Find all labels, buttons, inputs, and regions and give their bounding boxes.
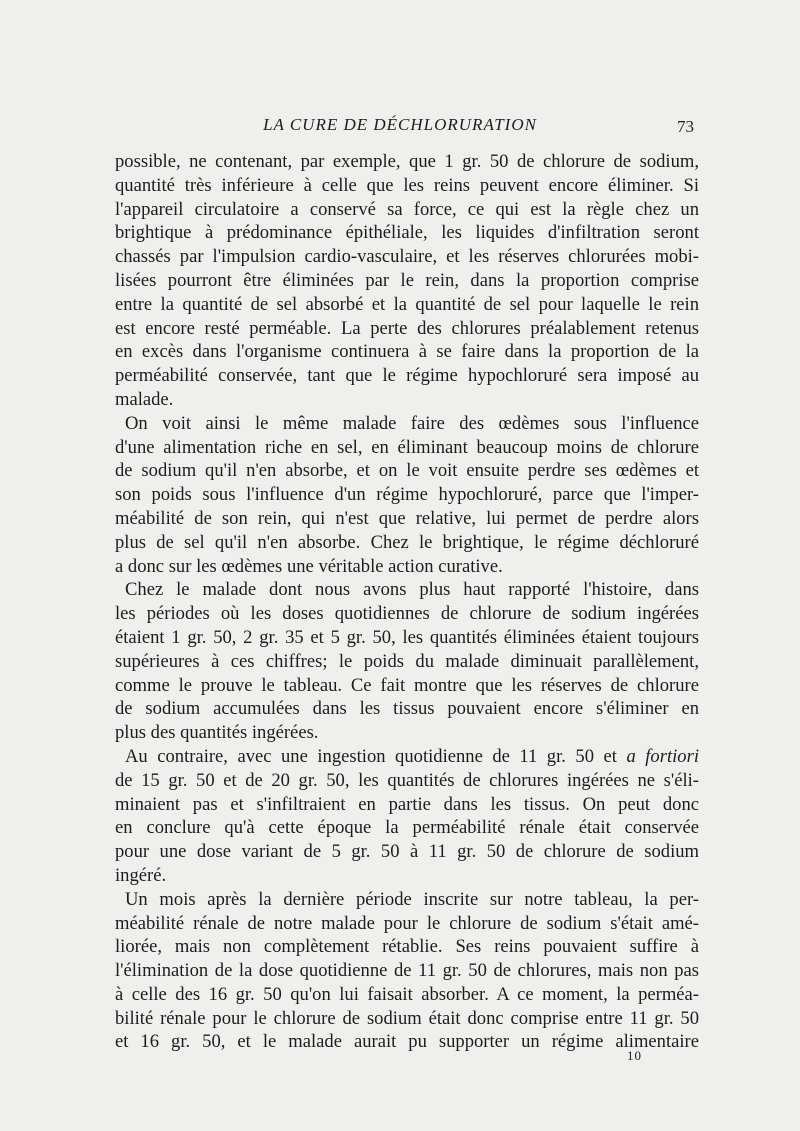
text-line: méabilité rénale de notre malade pour le chlorure de sodium s'était amé- <box>115 912 699 934</box>
text-line: lisées pourront être éliminées par le rein, dans la proportion comprise <box>115 269 699 291</box>
text-line: perméabilité conservée, tant que le régime hypochloruré sera imposé au <box>115 365 699 387</box>
text-line: en excès dans l'organisme continuera à se faire dans la proportion de la <box>115 341 699 363</box>
text-line: est encore resté perméable. La perte des chlorures préalablement retenus <box>115 317 699 339</box>
paragraph-3 <box>115 578 699 745</box>
text-line: possible, ne contenant, par exemple, que 1 gr. 50 de chlorure de sodium, <box>115 151 699 172</box>
text-line: ingéré. <box>115 864 167 886</box>
running-header-title: LA CURE DE DÉCHLORURATION <box>263 115 537 134</box>
text-line: malade. <box>115 388 174 410</box>
text-line: entre la quantité de sel absorbé et la quantité de sel pour laquelle le rein <box>115 293 699 315</box>
text-line: Chez le malade dont nous avons plus haut rapporté l'histoire, dans <box>125 579 699 601</box>
paragraph-5 <box>115 888 699 1055</box>
text-line: liorée, mais non complètement rétablie. Ses reins pouvaient suffire à <box>115 936 699 958</box>
text-line: l'appareil circulatoire a conservé sa force, ce qui est la règle chez un <box>115 198 699 220</box>
text-line: en conclure qu'à cette époque la perméabilité rénale était conservée <box>115 817 699 839</box>
text-fragment: Au contraire, avec une ingestion quotidienne de 11 gr. 50 et <box>125 745 627 767</box>
text-line: pour une dose variant de 5 gr. 50 à 11 gr. 50 de chlorure de sodium <box>115 841 699 863</box>
text-line: d'une alimentation riche en sel, en éliminant beaucoup moins de chlorure <box>115 436 699 458</box>
text-line: l'élimination de la dose quotidienne de 11 gr. 50 de chlorures, mais non pas <box>115 960 699 982</box>
text-line: chassés par l'impulsion cardio-vasculaire, et les réserves chlorurées mobi- <box>115 246 699 268</box>
text-line: plus des quantités ingérées. <box>115 722 319 744</box>
text-line: étaient 1 gr. 50, 2 gr. 35 et 5 gr. 50, les quantités éliminées étaient toujours <box>115 626 699 648</box>
text-line: On voit ainsi le même malade faire des œdèmes sous l'influence <box>125 412 699 434</box>
paragraph-1 <box>115 150 699 412</box>
text-line: brightique à prédominance épithéliale, les liquides d'infiltration seront <box>115 222 699 244</box>
text-line: Un mois après la dernière période inscrite sur notre tableau, la per- <box>125 888 699 910</box>
text-line: quantité très inférieure à celle que les reins peuvent encore éliminer. Si <box>115 174 699 196</box>
text-line: à celle des 16 gr. 50 qu'on lui faisait absorber. A ce moment, la perméa- <box>115 983 699 1005</box>
text-line: comme le prouve le tableau. Ce fait montre que les réserves de chlorure <box>115 674 699 696</box>
paragraph-4 <box>115 745 699 888</box>
text-line: et 16 gr. 50, et le malade aurait pu supporter un régime alimentaire <box>115 1031 699 1053</box>
text-line: a donc sur les œdèmes une véritable action curative. <box>115 555 503 577</box>
text-line: de sodium qu'il n'en absorbe, et on le voit ensuite perdre ses œdèmes et <box>115 460 699 482</box>
text-line: supérieures à ces chiffres; le poids du malade diminuait parallèlement, <box>115 650 699 672</box>
text-line: les périodes où les doses quotidiennes de chlorure de sodium ingérées <box>115 603 699 625</box>
text-line: plus de sel qu'il n'en absorbe. Chez le brightique, le régime déchloruré <box>115 531 699 553</box>
text-line <box>115 745 699 769</box>
text-line: méabilité de son rein, qui n'est que relative, lui permet de perdre alors <box>115 507 699 529</box>
text-line: de sodium accumulées dans les tissus pouvaient encore s'éliminer en <box>115 698 699 720</box>
text-line: son poids sous l'influence d'un régime hypochloruré, parce que l'imper- <box>115 484 699 506</box>
body-text <box>115 150 699 1054</box>
text-line: de 15 gr. 50 et de 20 gr. 50, les quantités de chlorures ingérées ne s'éli- <box>115 769 699 791</box>
text-line: bilité rénale pour le chlorure de sodium était donc comprise entre 11 gr. 50 <box>115 1007 699 1029</box>
text-line: minaient pas et s'infiltraient en partie dans les tissus. On peut donc <box>115 793 699 815</box>
signature-mark: 10 <box>627 1048 642 1063</box>
page-number: 73 <box>677 117 694 136</box>
italic-phrase: a fortiori <box>626 745 699 767</box>
paragraph-2 <box>115 412 699 579</box>
